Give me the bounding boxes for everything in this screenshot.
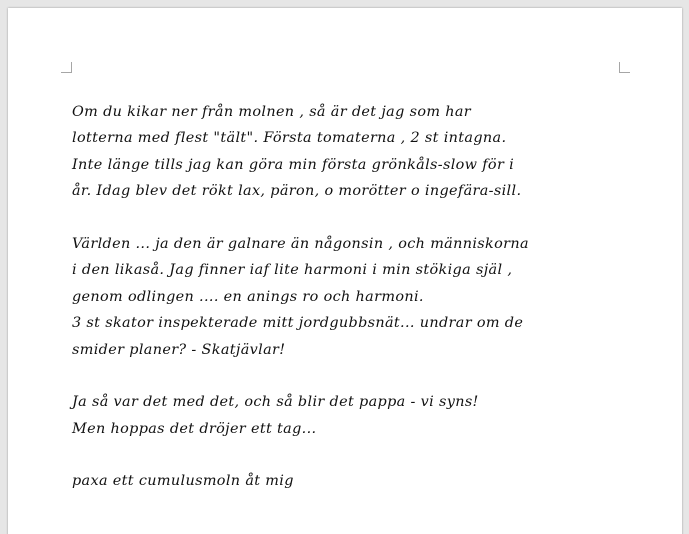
empty-line [72,442,632,468]
text-line: lotterna med flest "tält". Första tomaterna , 2 st intagna. [72,130,507,147]
text-line: i den likaså. Jag finner iaf lite harmoni i min stökiga själ , [72,262,513,279]
paragraph [72,231,632,363]
empty-line [72,205,632,231]
paragraph [72,99,632,205]
document-body[interactable] [72,99,632,495]
document-page[interactable] [8,8,682,534]
top-left-margin-mark [61,62,72,73]
text-line: Men hoppas det dröjer ett tag... [72,420,317,437]
text-line: 3 st skator inspekterade mitt jordgubbsnät... undrar om de [72,315,524,332]
paragraph [72,389,632,442]
text-line: Inte länge tills jag kan göra min första grönkåls-slow för i [72,156,515,173]
text-line: år. Idag blev det rökt lax, päron, o morötter o ingefära-sill. [72,183,522,200]
text-line: paxa ett cumulusmoln åt mig [72,473,294,490]
text-line: Om du kikar ner från molnen , så är det jag som har [72,104,472,120]
paragraph [72,468,632,494]
top-right-margin-mark [619,62,630,73]
empty-line [72,363,632,389]
text-line: Ja så var det med det, och så blir det pappa - vi syns! [72,394,479,411]
text-line: Världen ... ja den är galnare än någonsin , och människorna [72,235,529,252]
text-line: smider planer? - Skatjävlar! [72,341,286,358]
text-line: genom odlingen .... en anings ro och harmoni. [72,288,424,305]
